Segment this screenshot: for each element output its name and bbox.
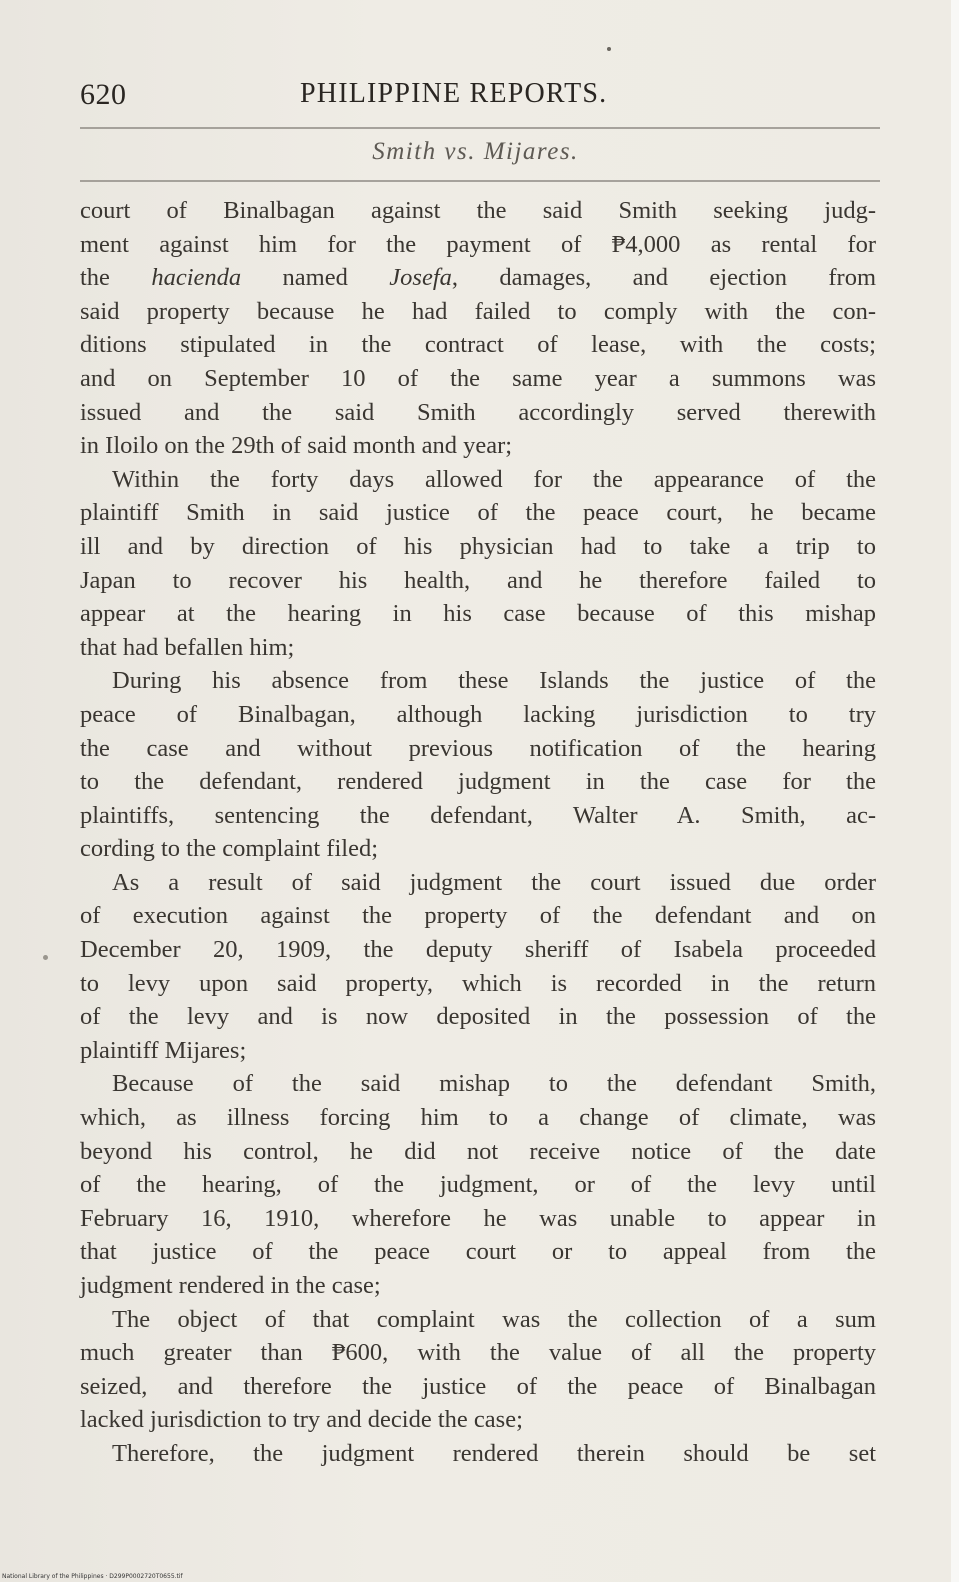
text-line: appear at the hearing in his case because of this mishap	[80, 600, 876, 628]
running-head	[80, 78, 880, 118]
text-line: peace of Binalbagan, although lacking jurisdiction to try	[80, 700, 876, 728]
page-number: 620	[80, 78, 127, 111]
scan-speck	[43, 955, 48, 960]
italic-term-hacienda: hacienda	[151, 264, 242, 292]
text-line: that had befallen him;	[80, 633, 295, 661]
text-line: seized, and therefore the justice of the peace of Binalbagan	[80, 1372, 876, 1400]
text-line: plaintiff Mijares;	[80, 1036, 247, 1064]
text-line: ill and by direction of his physician had to take a trip to	[80, 532, 876, 560]
text-line: to levy upon said property, which is recorded in the return	[80, 969, 876, 997]
text-line: which, as illness forcing him to a change of climate, was	[80, 1104, 876, 1132]
text-line-italic-terms: the hacienda named Josefa, damages, and ejection from	[80, 264, 876, 292]
paragraph-start-line: Because of the said mishap to the defendant Smith,	[112, 1070, 876, 1098]
header-rule-bottom	[80, 180, 880, 182]
text-line: judgment rendered in the case;	[80, 1272, 381, 1299]
text-line: cording to the complaint filed;	[80, 835, 379, 863]
paragraph-start-line: Therefore, the judgment rendered therein should be set	[112, 1439, 876, 1467]
text-line: December 20, 1909, the deputy sheriff of Isabela proceeded	[80, 936, 876, 964]
scan-id-footer: National Library of the Philippines · D299P0002720T0655.tif	[2, 1573, 183, 1580]
publication-title: PHILIPPINE REPORTS.	[300, 78, 608, 109]
text-line: of the hearing, of the judgment, or of the levy until	[80, 1171, 876, 1199]
text-line: the case and without previous notification of the hearing	[80, 734, 876, 762]
text-line: ditions stipulated in the contract of lease, with the costs;	[80, 331, 876, 359]
text-line: and on September 10 of the same year a summons was	[80, 364, 876, 392]
paragraph-start-line: As a result of said judgment the court issued due order	[112, 868, 876, 896]
paragraph-start-line: During his absence from these Islands the justice of the	[112, 667, 876, 695]
text-line: court of Binalbagan against the said Smith seeking judg-	[80, 197, 876, 224]
text-line: February 16, 1910, wherefore he was unable to appear in	[80, 1204, 876, 1232]
paragraph-start-line: The object of that complaint was the collection of a sum	[112, 1305, 876, 1333]
case-caption: Smith vs. Mijares.	[372, 138, 579, 165]
text-line: plaintiff Smith in said justice of the peace court, he became	[80, 499, 876, 527]
text-line: in Iloilo on the 29th of said month and year;	[80, 432, 513, 460]
scan-edge	[951, 0, 959, 1582]
italic-term-josefa: Josefa	[389, 264, 452, 292]
paragraph-start-line: Within the forty days allowed for the appearance of the	[112, 465, 876, 493]
header-rule-top	[80, 127, 880, 129]
text-line: Japan to recover his health, and he therefore failed to	[80, 566, 876, 594]
text-line: much greater than ₱600, with the value of all the property	[80, 1339, 876, 1367]
text-line: of the levy and is now deposited in the possession of the	[80, 1003, 876, 1031]
text-line: to the defendant, rendered judgment in the case for the	[80, 768, 876, 796]
text-line: that justice of the peace court or to appeal from the	[80, 1238, 876, 1266]
text-line: plaintiffs, sentencing the defendant, Walter A. Smith, ac-	[80, 801, 876, 829]
text-line: ment against him for the payment of ₱4,000 as rental for	[80, 230, 876, 258]
scan-speck	[607, 47, 611, 51]
text-line: beyond his control, he did not receive notice of the date	[80, 1137, 876, 1165]
text-line: lacked jurisdiction to try and decide the case;	[80, 1406, 523, 1434]
text-line: issued and the said Smith accordingly served therewith	[80, 398, 876, 426]
body-text	[80, 194, 876, 1471]
text-line: of execution against the property of the defendant and on	[80, 902, 876, 930]
text-line: said property because he had failed to comply with the con-	[80, 297, 876, 325]
